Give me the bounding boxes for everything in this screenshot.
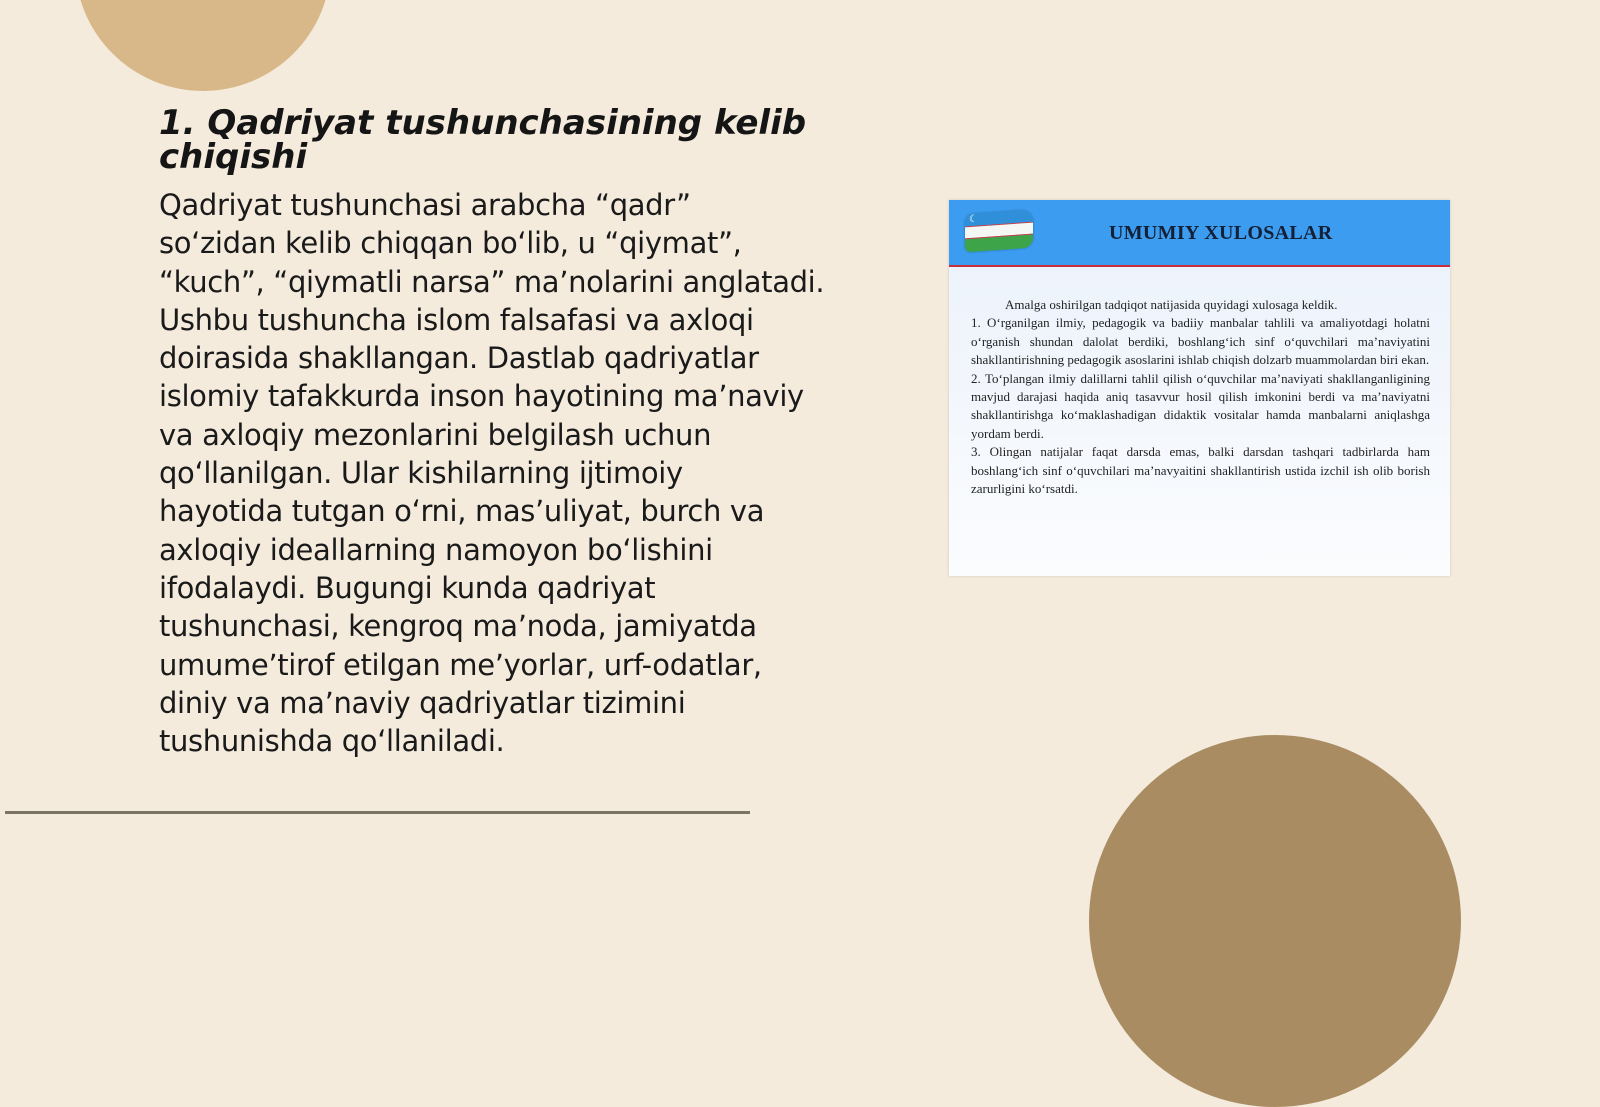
crescent-icon: ☾	[969, 213, 978, 226]
summary-card	[949, 200, 1450, 576]
body-line: qo‘llanilgan. Ular kishilarning ijtimoiy	[159, 456, 683, 491]
summary-card-body	[971, 296, 1430, 498]
body-line: axloqiy ideallarning namoyon bo‘lishini	[159, 532, 713, 567]
summary-item: 1. O‘rganilgan ilmiy, pedagogik va badiiy manbalar tahlili va amaliyotdagi holatni o‘rganish shundan dalolat berdiki, boshlang‘ich sinf o‘quvchilari ma’naviyatini shakllantirishning pedagogik asoslarini ishlab chiqish dolzarb muammolardan biri ekan.	[971, 315, 1430, 368]
summary-item: 2. To‘plangan ilmiy dalillarni tahlil qilish o‘quvchilar ma’naviyati shakllanganligining mavjud darajasi haqida aniq tasavvur hosil qilish imkonini berdi va ma’naviyatni shakllantirishga ko‘maklashadigan didaktik vositalar hamda manbalarni aniqlashga yordam berdi.	[971, 370, 1430, 441]
summary-card-header	[949, 200, 1450, 267]
summary-card-title: UMUMIY XULOSALAR	[1109, 222, 1333, 244]
body-line: doirasida shakllangan. Dastlab qadriyatlar	[159, 341, 759, 376]
body-line: islomiy tafakkurda inson hayotining ma’naviy	[159, 379, 804, 414]
body-line: diniy va ma’naviy qadriyatlar tizimini	[159, 685, 686, 720]
slide-title: 1. Qadriyat tushunchasining kelib chiqishi	[159, 103, 807, 177]
decorative-circle-top	[75, 0, 331, 91]
decorative-circle-bottom	[1089, 735, 1461, 1107]
body-line: va axloqiy mezonlarini belgilash uchun	[159, 417, 712, 452]
uzbekistan-flag-icon	[965, 210, 1033, 253]
summary-item: 3. Olingan natijalar faqat darsda emas, balki darsdan tashqari tadbirlarda ham boshlang‘ich sinf o‘quvchilari ma’navyaitini shakllantirish ustida izchil ish olib borish zarurligini ko‘rsatdi.	[971, 444, 1430, 497]
body-line: “kuch”, “qiymatli narsa” ma’nolarini anglatadi.	[159, 264, 825, 299]
body-line: tushunishda qo‘llaniladi.	[159, 724, 505, 759]
body-line: Ushbu tushuncha islom falsafasi va axloqi	[159, 302, 754, 337]
slide-body-text	[159, 186, 849, 760]
body-line: tushunchasi, kengroq ma’noda, jamiyatda	[159, 609, 757, 644]
body-line: ifodalaydi. Bugungi kunda qadriyat	[159, 570, 656, 605]
divider-line	[5, 811, 750, 814]
body-line: Qadriyat tushunchasi arabcha “qadr”	[159, 188, 691, 222]
body-line: so‘zidan kelib chiqqan bo‘lib, u “qiymat”,	[159, 226, 742, 261]
body-line: umume’tirof etilgan me’yorlar, urf-odatlar,	[159, 647, 762, 682]
body-line: hayotida tutgan o‘rni, mas’uliyat, burch va	[159, 494, 765, 529]
summary-intro: Amalga oshirilgan tadqiqot natijasida quyidagi xulosaga keldik.	[1005, 297, 1338, 312]
